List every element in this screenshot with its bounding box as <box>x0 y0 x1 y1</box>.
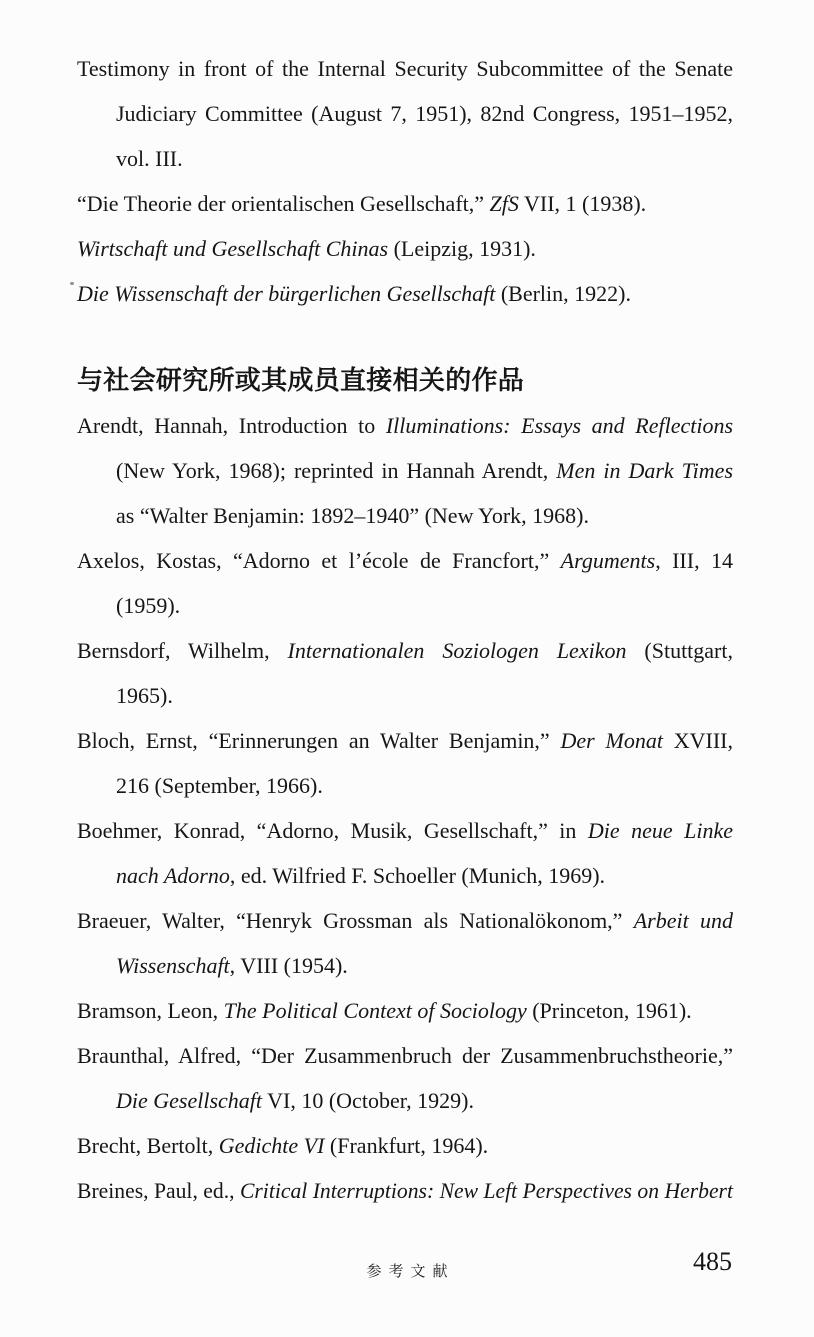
section-heading: 与社会研究所或其成员直接相关的作品 <box>77 366 525 395</box>
bib-line-text: , III, 14 <box>655 548 733 573</box>
bib-line <box>77 1123 733 1168</box>
bib-line-text: Boehmer, Konrad, “Adorno, Musik, Gesellschaft,” in <box>77 818 588 843</box>
bib-line-text: (New York, 1968); reprinted in Hannah Arendt, <box>116 458 557 483</box>
bib-line-italic-text: nach Adorno <box>116 863 230 888</box>
bib-line-text: XVIII, <box>662 728 733 753</box>
bib-line <box>77 853 733 898</box>
bib-line-text: (1959). <box>116 593 181 618</box>
bib-line-text: as “Walter Benjamin: 1892–1940” (New York, 1968). <box>116 503 589 528</box>
bib-line <box>77 538 733 583</box>
bib-line-text: VI, 10 (October, 1929). <box>262 1088 474 1113</box>
bib-line-italic-text: ZfS <box>489 191 519 216</box>
bib-line-italic-text: Gedichte VI <box>218 1133 325 1158</box>
bib-line-italic-text: Illuminations: Essays and Reflections <box>385 413 734 438</box>
bib-line <box>77 448 733 493</box>
bib-line-text: (Leipzig, 1931). <box>388 236 536 261</box>
bib-line-text: Testimony in front of the Internal Security Subcommittee of the Senate <box>77 56 733 81</box>
bib-line-text: (Stuttgart, <box>626 638 733 663</box>
bib-line <box>77 898 733 943</box>
bib-line-italic-text: The Political Context of Sociology <box>223 998 527 1023</box>
bib-line-text: Breines, Paul, ed., <box>77 1178 240 1203</box>
bib-line-italic-text: Die Wissenschaft der bürgerlichen Gesellschaft <box>77 281 496 306</box>
bib-line <box>77 1033 733 1078</box>
bib-line <box>77 763 733 808</box>
bib-line-text: , ed. Wilfried F. Schoeller (Munich, 1969). <box>229 863 606 888</box>
bib-line <box>77 136 733 181</box>
bib-line-text: Bernsdorf, Wilhelm, <box>77 638 288 663</box>
bib-line-text: Arendt, Hannah, Introduction to <box>77 413 386 438</box>
bib-line <box>77 1078 733 1123</box>
bib-line-text: (Princeton, 1961). <box>526 998 692 1023</box>
bib-line <box>77 718 733 763</box>
bib-line <box>77 808 733 853</box>
bib-line-text: “Die Theorie der orientalischen Gesellschaft,” <box>77 191 490 216</box>
bib-line <box>77 673 733 718</box>
bib-line <box>77 943 733 988</box>
bib-line-italic-text: Arbeit und <box>633 908 733 933</box>
page-number: 485 <box>693 1247 732 1276</box>
bib-line-italic-text: Critical Interruptions: New Left Perspectives on Herbert <box>239 1178 734 1203</box>
bib-line-italic-text: Der Monat <box>560 728 663 753</box>
bib-line-italic-text: Internationalen Soziologen Lexikon <box>287 638 627 663</box>
bib-line <box>77 271 733 316</box>
bib-line-text: vol. III. <box>116 146 183 171</box>
bib-line <box>77 583 733 628</box>
bib-line-text: 216 (September, 1966). <box>116 773 323 798</box>
bib-line-text: VII, 1 (1938). <box>518 191 647 216</box>
bib-line <box>77 46 733 91</box>
bib-line-text: Braunthal, Alfred, “Der Zusammenbruch der Zusammenbruchstheorie,” <box>77 1043 733 1068</box>
bib-line-text: Judiciary Committee (August 7, 1951), 82nd Congress, 1951–1952, <box>116 101 733 126</box>
bib-line <box>77 226 733 271</box>
bib-line <box>77 988 733 1033</box>
bib-line-text: Axelos, Kostas, “Adorno et l’école de Francfort,” <box>77 548 561 573</box>
bib-line-text: Braeuer, Walter, “Henryk Grossman als Nationalökonom,” <box>77 908 634 933</box>
bib-line-text: 1965). <box>116 683 173 708</box>
bib-line-text: (Frankfurt, 1964). <box>324 1133 489 1158</box>
bib-line-italic-text: Wissenschaft <box>116 953 230 978</box>
bib-line <box>77 91 733 136</box>
bib-line-text: (Berlin, 1922). <box>495 281 631 306</box>
bib-line-text: , VIII (1954). <box>229 953 348 978</box>
bib-line <box>77 493 733 538</box>
bib-line <box>77 1168 733 1213</box>
bib-line-text: Brecht, Bertolt, <box>77 1133 219 1158</box>
bib-line-italic-text: Die neue Linke <box>587 818 734 843</box>
footer-section-label: 参考文献 <box>366 1264 455 1280</box>
bib-line-italic-text: Men in Dark Times <box>556 458 734 483</box>
bib-line <box>77 403 733 448</box>
bib-line <box>77 628 733 673</box>
bib-line-italic-text: Arguments <box>560 548 656 573</box>
scan-artifact <box>70 282 74 285</box>
bibliography-text <box>77 46 733 1213</box>
bib-line-italic-text: Die Gesellschaft <box>116 1088 263 1113</box>
bib-line-text: Bramson, Leon, <box>77 998 224 1023</box>
bib-line-text: Bloch, Ernst, “Erinnerungen an Walter Benjamin,” <box>77 728 561 753</box>
bib-line-italic-text: Wirtschaft und Gesellschaft Chinas <box>77 236 389 261</box>
bib-line <box>77 181 733 226</box>
